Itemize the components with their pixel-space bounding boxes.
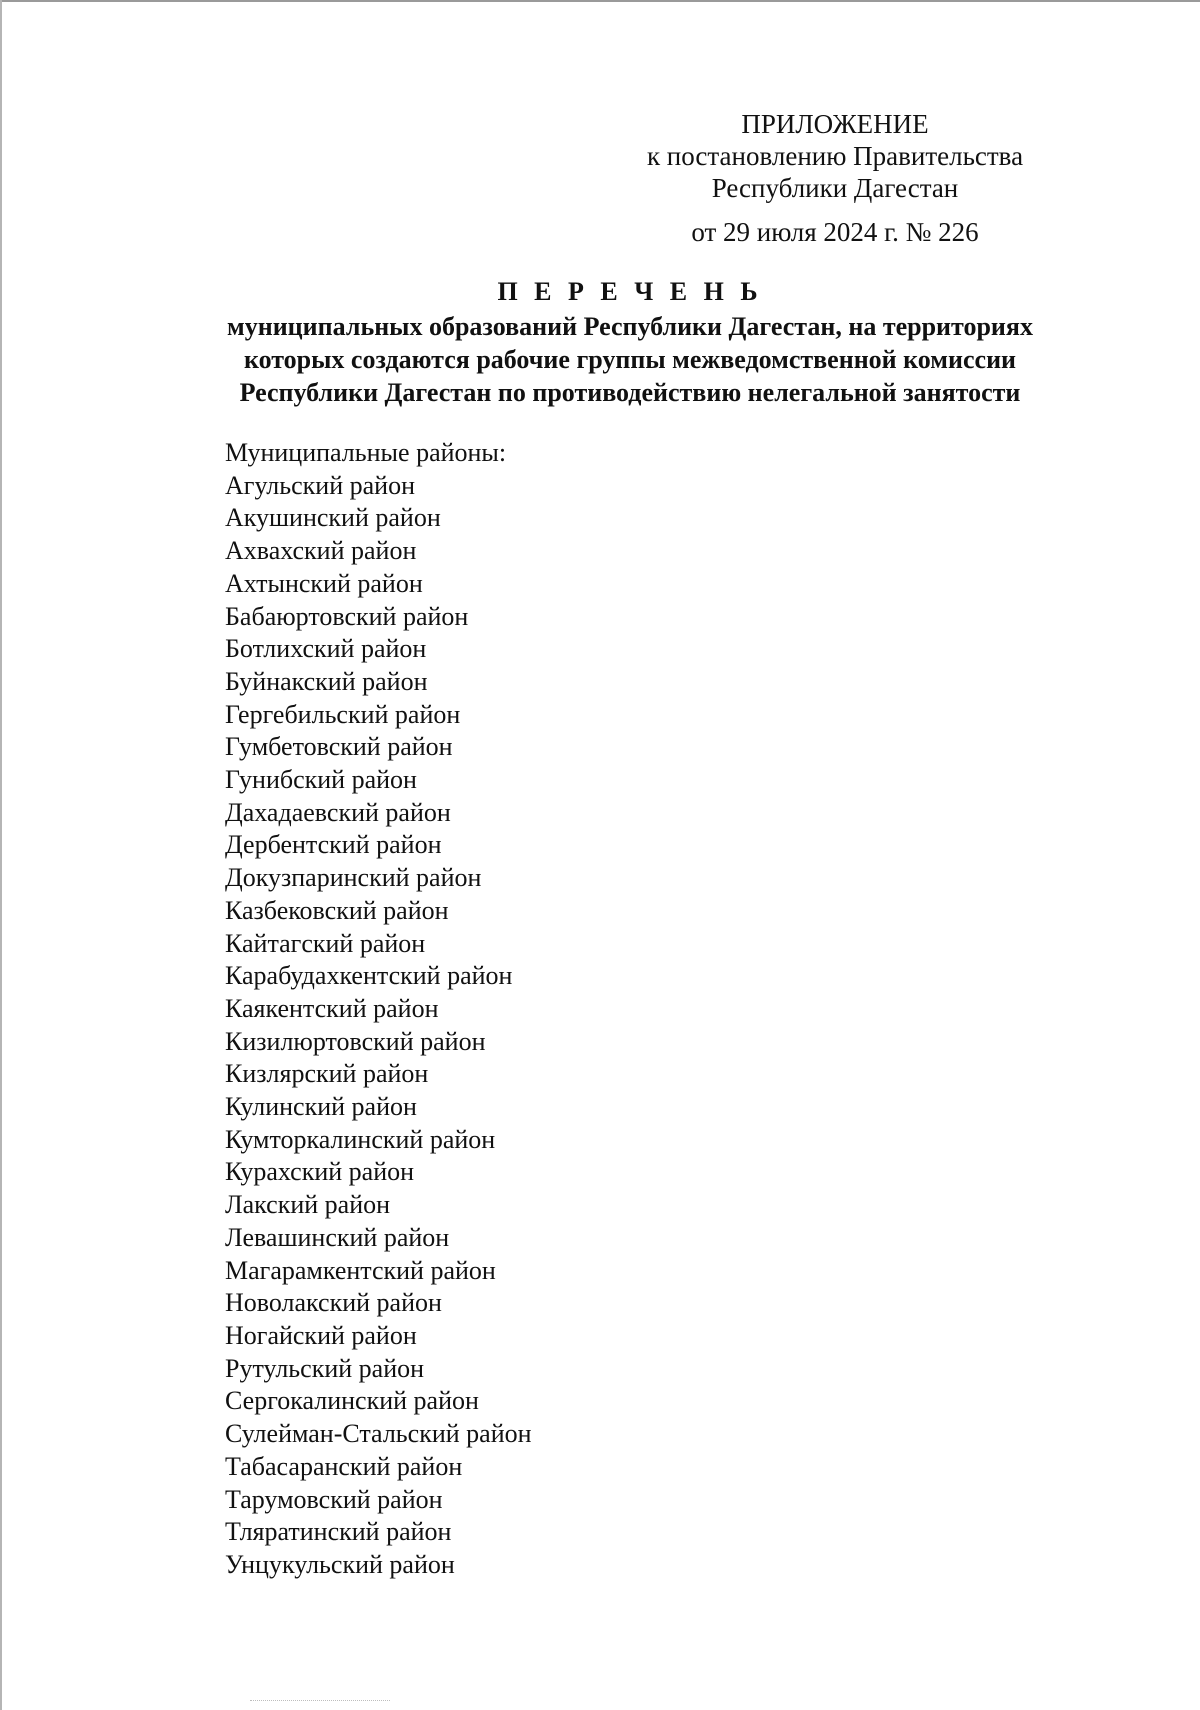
list-item: Каякентский район	[225, 993, 439, 1023]
footer-mark	[250, 1700, 390, 1701]
list-item: Казбековский район	[225, 895, 449, 925]
title-line-3: Республики Дагестан по противодействию нелегальной занятости	[239, 378, 1021, 407]
list-item: Новолакский район	[225, 1288, 442, 1318]
list-item: Докузпаринский район	[225, 863, 482, 893]
list-item: Тарумовский район	[225, 1484, 443, 1514]
title-line-2: которых создаются рабочие группы межведомственной комиссии	[243, 345, 1017, 374]
scan-edge-left	[0, 0, 2, 1710]
list-item: Рутульский район	[225, 1353, 425, 1383]
title-main: П Е Р Е Ч Е Н Ь	[497, 277, 763, 306]
list-heading: Муниципальные районы:	[225, 438, 507, 467]
list-item: Курахский район	[225, 1157, 415, 1187]
list-item: Сергокалинский район	[225, 1386, 479, 1416]
list-item: Табасаранский район	[225, 1451, 463, 1481]
list-item: Бабаюртовский район	[225, 601, 469, 631]
list-item: Тляратинский район	[225, 1517, 452, 1547]
appendix-line-1: к постановлению Правительства	[646, 141, 1024, 171]
list-item: Акушинский район	[225, 503, 441, 533]
list-item: Кизлярский район	[225, 1059, 429, 1089]
list-item: Унцукульский район	[225, 1549, 455, 1579]
list-item: Кайтагский район	[225, 928, 426, 958]
list-item: Сулейман-Стальский район	[225, 1419, 532, 1449]
list-item: Гумбетовский район	[225, 732, 453, 762]
list-item: Ахтынский район	[225, 568, 423, 598]
title-line-1: муниципальных образований Республики Дагестан, на территориях	[227, 312, 1033, 341]
list-item: Левашинский район	[225, 1222, 450, 1252]
list-item: Дербентский район	[225, 830, 442, 860]
list-item: Гергебильский район	[225, 699, 461, 729]
appendix-line-2: Республики Дагестан	[711, 173, 959, 203]
list-item: Гунибский район	[225, 765, 417, 795]
list-item: Ботлихский район	[225, 634, 427, 664]
scan-edge-top	[0, 0, 1200, 2]
list-item: Лакский район	[225, 1190, 391, 1220]
list-item: Магарамкентский район	[225, 1255, 496, 1285]
list-item: Агульский район	[225, 470, 415, 500]
document-title	[150, 276, 1110, 409]
list-item: Кумторкалинский район	[225, 1124, 496, 1154]
list-item: Ахвахский район	[225, 536, 417, 566]
list-item: Буйнакский район	[225, 666, 428, 696]
list-item: Дахадаевский район	[225, 797, 451, 827]
list-item: Кизилюртовский район	[225, 1026, 486, 1056]
list-item: Кулинский район	[225, 1092, 417, 1122]
list-item: Карабудахкентский район	[225, 961, 513, 991]
appendix-block	[610, 108, 1060, 248]
district-list	[225, 437, 925, 1582]
appendix-date: от 29 июля 2024 г. № 226	[691, 217, 979, 247]
appendix-label: ПРИЛОЖЕНИЕ	[741, 109, 929, 139]
list-item: Ногайский район	[225, 1320, 417, 1350]
